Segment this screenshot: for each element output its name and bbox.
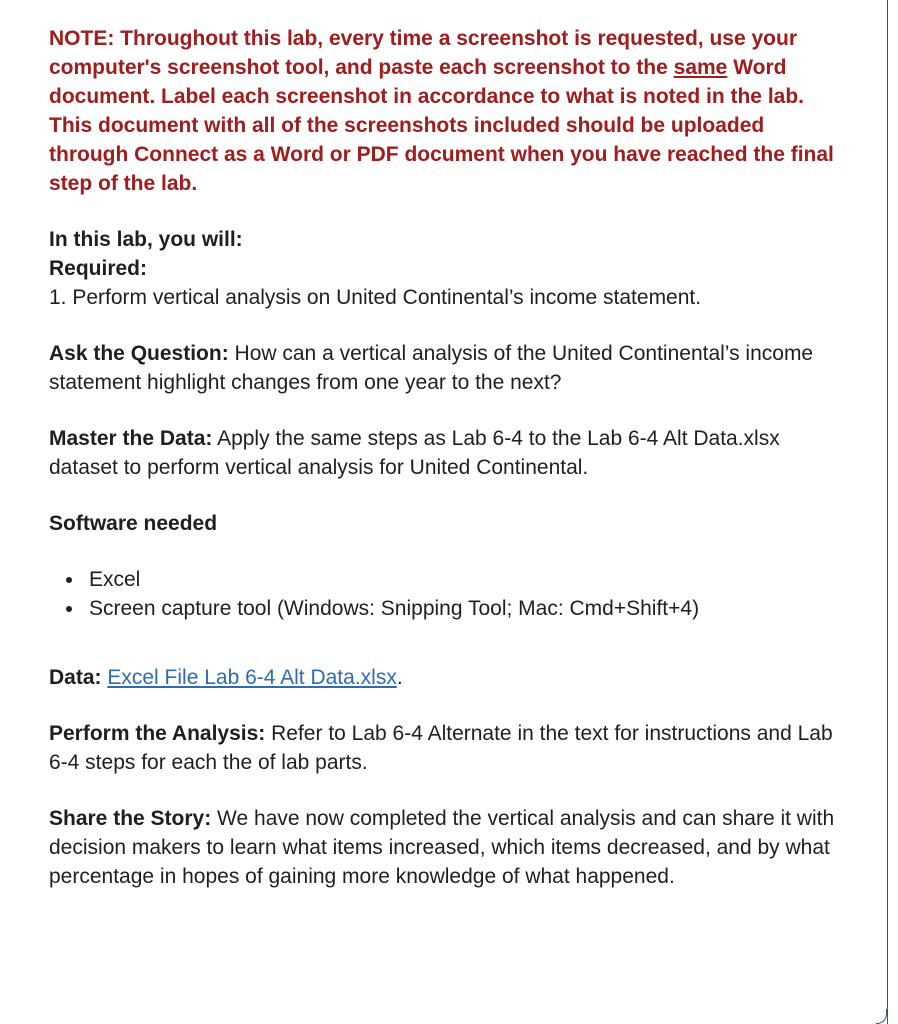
- software-list: [49, 565, 839, 623]
- data-after: .: [396, 666, 403, 689]
- share-text: We have now completed the vertical analysis and can share it with decision makers to learn what items increased, which items decreased, and by what percentage in hopes of gaining more knowledge of what happened.: [49, 807, 835, 888]
- note-text-1: NOTE: Throughout this lab, every time a screenshot is requested, use your computer's screenshot tool, and paste each screenshot to the: [49, 27, 798, 79]
- software-item: • Screen capture tool (Windows: Snipping Tool; Mac: Cmd+Shift+4): [85, 594, 839, 623]
- perform-label: Perform the Analysis:: [49, 722, 266, 745]
- lab-instructions: [49, 24, 839, 918]
- screenshot-note: [49, 24, 839, 198]
- required-item: 1. Perform vertical analysis on United Continental’s income statement.: [49, 286, 702, 309]
- software-heading-text: Software needed: [49, 512, 218, 535]
- ask-text: How can a vertical analysis of the United Continental’s income statement highlight changes from one year to the next?: [49, 342, 814, 394]
- master-text: Apply the same steps as Lab 6-4 to the Lab 6-4 Alt Data.xlsx dataset to perform vertical analysis for United Continental.: [49, 427, 780, 479]
- ask-label: Ask the Question:: [49, 342, 229, 365]
- share-section: [49, 804, 839, 891]
- data-label: Data:: [49, 666, 102, 689]
- intro-section: [49, 225, 839, 312]
- intro-heading: In this lab, you will:: [49, 228, 243, 251]
- ask-section: [49, 339, 839, 397]
- note-underlined-word: same: [673, 56, 728, 79]
- perform-text: Refer to Lab 6-4 Alternate in the text for instructions and Lab 6-4 steps for each the of lab parts.: [49, 722, 833, 774]
- software-heading: [49, 509, 839, 538]
- master-section: [49, 424, 839, 482]
- master-label: Master the Data:: [49, 427, 213, 450]
- panel-border: [887, 0, 888, 1024]
- required-heading: Required:: [49, 257, 148, 280]
- perform-section: [49, 719, 839, 777]
- software-item: • Excel: [85, 565, 839, 594]
- data-file-link[interactable]: Excel File Lab 6-4 Alt Data.xlsx: [107, 666, 397, 689]
- note-text-2: Word document. Label each screenshot in accordance to what is noted in the lab. This document with all of the screenshots included should be uploaded through Connect as a Word or PDF document when you have reached the final step of the lab.: [49, 56, 834, 195]
- share-label: Share the Story:: [49, 807, 212, 830]
- data-section: [49, 663, 839, 692]
